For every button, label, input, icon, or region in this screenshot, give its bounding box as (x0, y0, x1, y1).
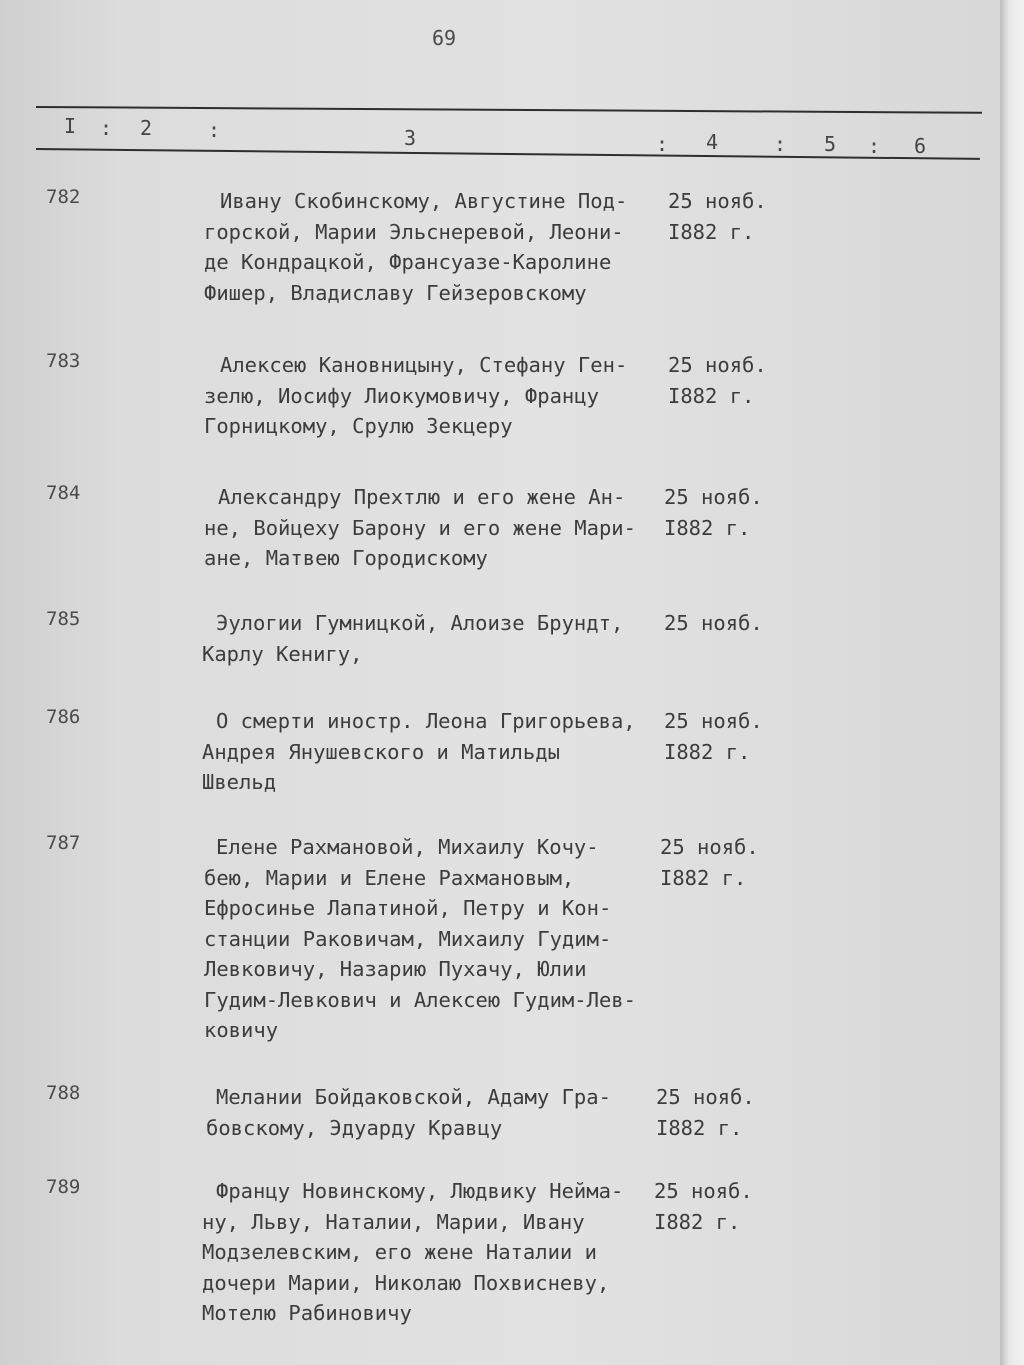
entry-date-day: 25 нояб. (656, 1085, 755, 1109)
entry-line: дочери Марии, Николаю Похвисневу, (202, 1270, 610, 1295)
entry-number: 785 (46, 608, 81, 630)
entry-date (660, 832, 759, 893)
entry-text (204, 186, 640, 308)
entry-line: Швельд (202, 770, 277, 794)
entry-date-day: 25 нояб. (668, 353, 767, 377)
header-rule-top (36, 106, 982, 114)
entry-text (204, 482, 650, 574)
entry-date-year: I882 г. (654, 1209, 741, 1234)
entry-line: ане, Матвею Городискому (204, 546, 488, 570)
entry-line: Карлу Кенигу, (202, 641, 363, 666)
entry-date-year: I882 г. (656, 1115, 743, 1140)
column-separator: : (208, 118, 221, 142)
entry-number: 787 (46, 832, 81, 854)
entry-line: Мотелю Рабиновичу (202, 1301, 412, 1325)
column-header-6: 6 (914, 134, 927, 158)
entry-line: зелю, Иосифу Лиокумовичу, Францу (204, 383, 599, 408)
entry-text (206, 1082, 611, 1143)
entry-date-day: 25 нояб. (664, 709, 763, 733)
entry-line: Горницкому, Срулю Зекцеру (204, 414, 513, 438)
column-header-2: 2 (140, 116, 153, 140)
entry-number: 788 (46, 1082, 81, 1104)
entry-line: станции Раковичам, Михаилу Гудим- (204, 926, 612, 951)
entry-line: Гудим-Левкович и Алексею Гудим-Лев- (204, 987, 636, 1012)
entry-text (202, 1176, 624, 1329)
entry-date-day: 25 нояб. (660, 835, 759, 859)
entry-date-day: 25 нояб. (664, 611, 763, 635)
entry-number: 786 (46, 706, 81, 728)
column-separator: : (656, 132, 669, 156)
entry-line: де Кондрацкой, Франсуазе-Каролине (204, 250, 612, 274)
entry-text (204, 350, 628, 442)
entry-line: Левковичу, Назарию Пухачу, Юлии (204, 957, 587, 981)
entry-line: Фишер, Владиславу Гейзеровскому (204, 280, 587, 305)
entry-line: ковичу (204, 1018, 279, 1042)
entry-date-year: I882 г. (664, 515, 751, 540)
entry-line: Модзелевским, его жене Наталии и (202, 1240, 597, 1264)
entry-line: Эулогии Гумницкой, Алоизе Брундт, (216, 611, 624, 635)
entry-date (664, 608, 763, 639)
entry-line: Ивану Скобинскому, Августине Под- (220, 189, 628, 213)
entry-date (664, 706, 763, 767)
entry-line: Александру Прехтлю и его жене Ан- (218, 485, 626, 509)
entry-line: Елене Рахмановой, Михаилу Кочу- (216, 835, 599, 859)
entry-number: 784 (46, 482, 81, 504)
entry-text (202, 706, 636, 798)
page-edge (1000, 0, 1024, 1365)
entry-date-day: 25 нояб. (668, 189, 767, 213)
column-header-3: 3 (404, 126, 417, 150)
column-separator: : (774, 132, 787, 156)
entry-line: горской, Марии Эльснеревой, Леони- (204, 219, 624, 244)
entry-line: Андрея Янушевского и Матильды (202, 739, 560, 764)
entry-line: Алексею Кановницыну, Стефану Ген- (220, 353, 628, 377)
page-number: 69 (432, 26, 457, 50)
column-header-5: 5 (824, 132, 837, 156)
entry-date-year: I882 г. (660, 865, 747, 890)
entry-line: Ефросинье Лапатиной, Петру и Кон- (204, 896, 612, 920)
entry-date (656, 1082, 755, 1143)
entry-line: Францу Новинскому, Людвику Нейма- (216, 1179, 624, 1203)
entry-date-day: 25 нояб. (654, 1179, 753, 1203)
entry-date-year: I882 г. (668, 219, 755, 244)
entry-line: О смерти иностр. Леона Григорьева, (216, 709, 636, 733)
column-separator: : (100, 116, 113, 140)
entry-text (202, 608, 624, 669)
entry-date (654, 1176, 753, 1237)
column-separator: : (868, 134, 881, 158)
entry-number: 789 (46, 1176, 81, 1198)
entry-line: не, Войцеху Барону и его жене Мари- (204, 515, 636, 540)
entry-line: бовскому, Эдуарду Кравцу (206, 1115, 503, 1140)
entry-date (668, 350, 767, 411)
entry-date-year: I882 г. (664, 739, 751, 764)
entry-date-year: I882 г. (668, 383, 755, 408)
entry-line: бею, Марии и Елене Рахмановым, (204, 865, 575, 890)
header-rule-bottom (36, 148, 980, 160)
entry-date (664, 482, 763, 543)
column-header-4: 4 (706, 130, 719, 154)
entry-line: ну, Льву, Наталии, Марии, Ивану (202, 1209, 585, 1234)
entry-date (668, 186, 767, 247)
entry-date-day: 25 нояб. (664, 485, 763, 509)
entry-text (204, 832, 648, 1046)
entry-number: 782 (46, 186, 81, 208)
entry-line: Мелании Бойдаковской, Адаму Гра- (216, 1085, 611, 1109)
entry-number: 783 (46, 350, 81, 372)
column-header-1: I (64, 114, 77, 138)
